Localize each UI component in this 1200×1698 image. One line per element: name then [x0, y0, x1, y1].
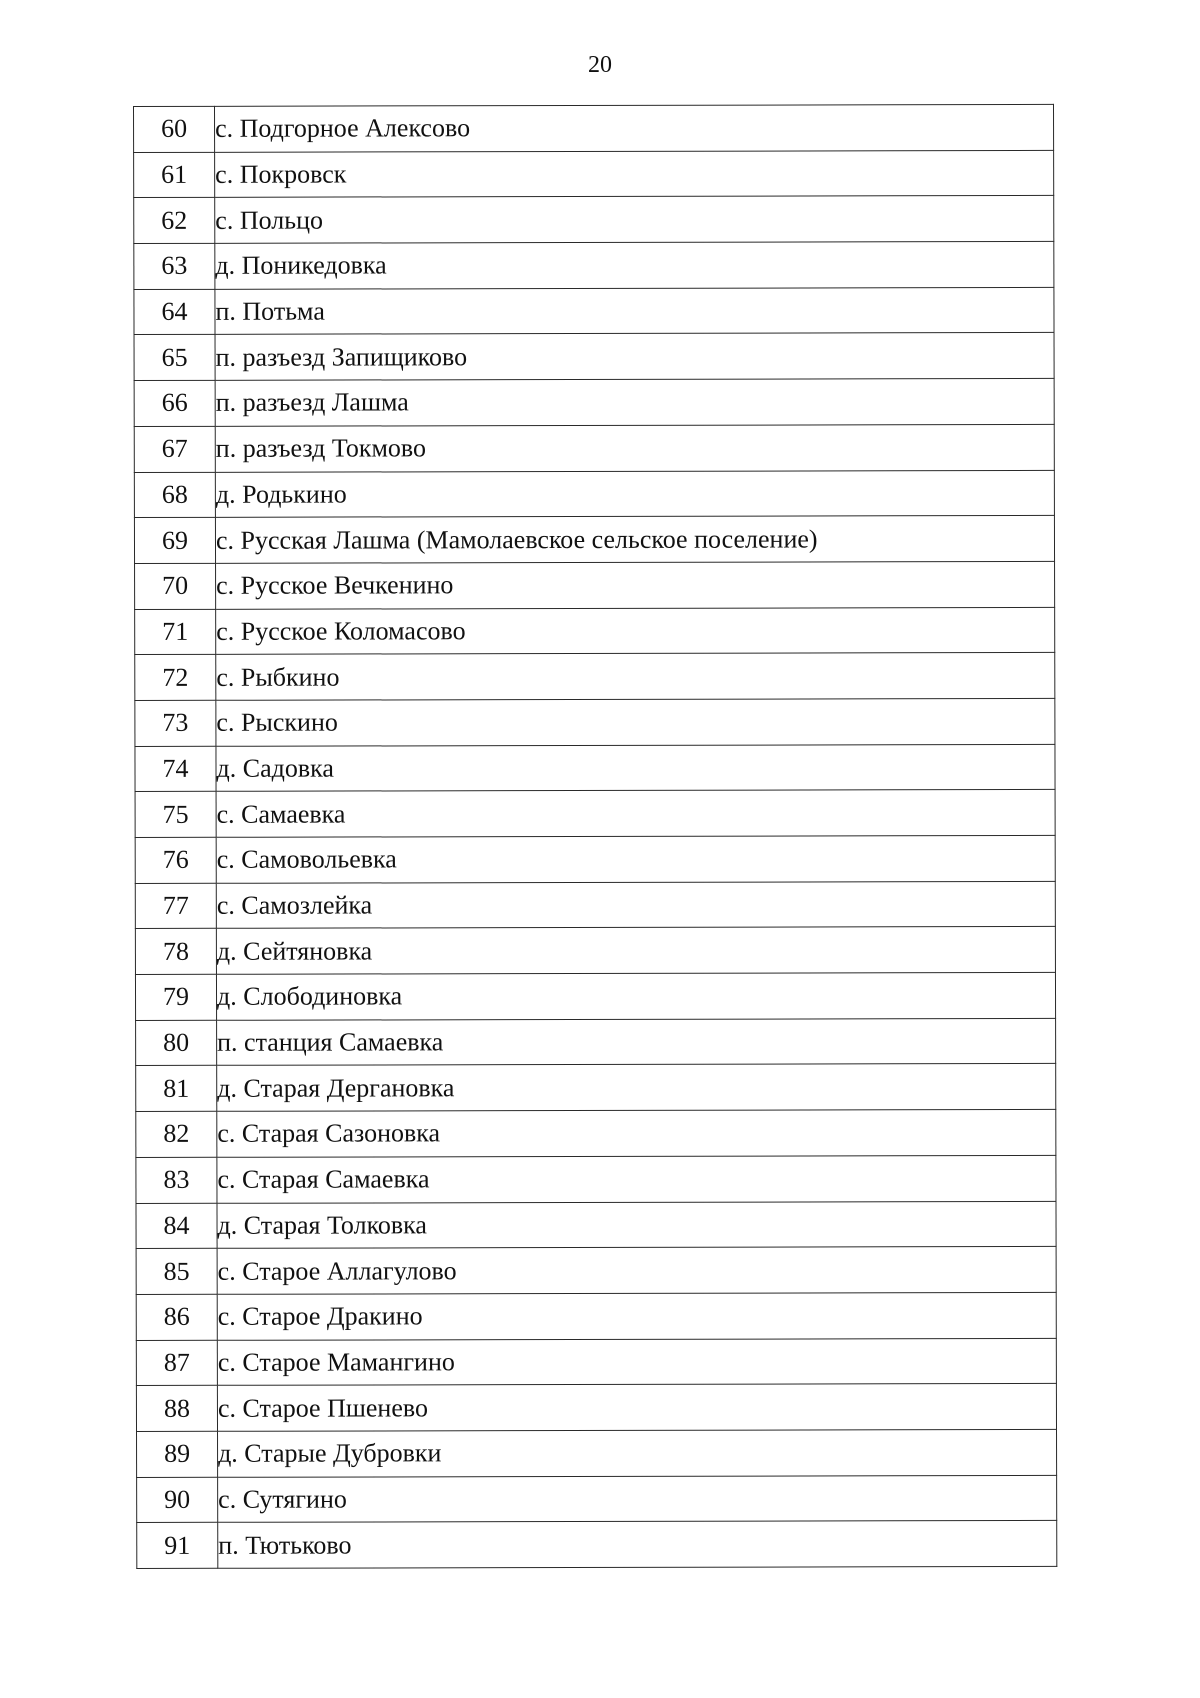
table-row — [135, 744, 1055, 792]
row-number: 63 — [134, 243, 215, 289]
settlement-name: д. Садовка — [216, 744, 1055, 792]
settlement-name: с. Старая Сазоновка — [217, 1110, 1056, 1158]
settlement-name: с. Рыскино — [216, 698, 1055, 746]
settlement-name: с. Старое Пшенево — [217, 1384, 1056, 1432]
row-number: 78 — [135, 929, 216, 975]
table-row — [135, 607, 1055, 655]
settlement-name: с. Самозлейка — [216, 881, 1055, 929]
page-number: 20 — [588, 52, 612, 78]
settlement-name: с. Подгорное Алексово — [215, 104, 1054, 152]
settlement-name: с. Рыбкино — [216, 653, 1055, 701]
table-row — [134, 424, 1054, 472]
row-number: 76 — [135, 837, 216, 883]
settlement-name: с. Русское Вечкенино — [216, 561, 1055, 609]
table-row — [134, 333, 1054, 381]
settlement-name: п. Тютьково — [218, 1521, 1057, 1569]
settlement-name: п. разъезд Запищиково — [215, 333, 1054, 381]
settlement-name: с. Покровск — [215, 150, 1054, 198]
table-row — [135, 972, 1055, 1020]
settlement-name: п. разъезд Токмово — [215, 424, 1054, 472]
row-number: 87 — [136, 1340, 217, 1386]
table-row — [134, 196, 1054, 244]
settlement-name: с. Самовольевка — [216, 835, 1055, 883]
settlement-name: с. Русская Лашма (Мамолаевское сельское поселение) — [215, 516, 1054, 564]
settlement-name: с. Русское Коломасово — [216, 607, 1055, 655]
settlements-table — [133, 104, 1057, 1569]
table-row — [135, 653, 1055, 701]
table-row — [134, 516, 1054, 564]
table-row — [134, 287, 1054, 335]
table-row — [134, 150, 1054, 198]
table-row — [134, 470, 1054, 518]
table-row — [135, 835, 1055, 883]
table-row — [134, 379, 1054, 427]
table-row — [135, 790, 1055, 838]
row-number: 64 — [134, 289, 215, 335]
table-row — [136, 1110, 1056, 1158]
row-number: 62 — [134, 198, 215, 244]
row-number: 77 — [135, 883, 216, 929]
row-number: 79 — [135, 974, 216, 1020]
row-number: 84 — [136, 1203, 217, 1249]
table-row — [136, 1018, 1056, 1066]
row-number: 75 — [135, 792, 216, 838]
row-number: 65 — [134, 335, 215, 381]
settlement-name: д. Родькино — [215, 470, 1054, 518]
table-row — [134, 104, 1054, 152]
row-number: 83 — [136, 1157, 217, 1203]
table-row — [135, 698, 1055, 746]
row-number: 71 — [135, 609, 216, 655]
table-row — [136, 1201, 1056, 1249]
row-number: 85 — [136, 1248, 217, 1294]
row-number: 66 — [134, 380, 215, 426]
table-row — [134, 241, 1054, 289]
settlement-name: п. Потьма — [215, 287, 1054, 335]
row-number: 91 — [137, 1523, 218, 1569]
row-number: 74 — [135, 746, 216, 792]
table-row — [136, 1064, 1056, 1112]
table-row — [135, 927, 1055, 975]
table-row — [136, 1292, 1056, 1340]
settlement-name: д. Сейтяновка — [216, 927, 1055, 975]
settlement-name: д. Поникедовка — [215, 241, 1054, 289]
settlement-name: с. Сутягино — [218, 1475, 1057, 1523]
row-number: 61 — [134, 152, 215, 198]
settlement-name: п. разъезд Лашма — [215, 379, 1054, 427]
table-row — [137, 1429, 1057, 1477]
settlement-name: д. Старая Дергановка — [217, 1064, 1056, 1112]
row-number: 89 — [137, 1431, 218, 1477]
table-row — [137, 1475, 1057, 1523]
settlement-name: с. Старое Дракино — [217, 1292, 1056, 1340]
table-row — [136, 1384, 1056, 1432]
row-number: 90 — [137, 1477, 218, 1523]
row-number: 73 — [135, 700, 216, 746]
settlement-name: с. Старое Аллагулово — [217, 1247, 1056, 1295]
row-number: 69 — [134, 518, 215, 564]
table-row — [136, 1247, 1056, 1295]
table-row — [135, 881, 1055, 929]
row-number: 88 — [136, 1386, 217, 1432]
table-row — [137, 1521, 1057, 1569]
settlement-name: д. Старые Дубровки — [218, 1429, 1057, 1477]
row-number: 70 — [135, 563, 216, 609]
settlements-table-body — [134, 104, 1057, 1568]
row-number: 80 — [136, 1020, 217, 1066]
table-row — [136, 1338, 1056, 1386]
settlement-name: д. Старая Толковка — [217, 1201, 1056, 1249]
settlement-name: с. Старая Самаевка — [217, 1155, 1056, 1203]
table-row — [135, 561, 1055, 609]
settlement-name: д. Слободиновка — [216, 972, 1055, 1020]
row-number: 81 — [136, 1066, 217, 1112]
row-number: 82 — [136, 1111, 217, 1157]
row-number: 67 — [134, 426, 215, 472]
settlement-name: с. Самаевка — [216, 790, 1055, 838]
table-row — [136, 1155, 1056, 1203]
row-number: 86 — [136, 1294, 217, 1340]
row-number: 72 — [135, 655, 216, 701]
settlement-name: с. Старое Мамангино — [217, 1338, 1056, 1386]
settlement-name: п. станция Самаевка — [217, 1018, 1056, 1066]
row-number: 60 — [134, 106, 215, 152]
settlement-name: с. Польцо — [215, 196, 1054, 244]
row-number: 68 — [134, 472, 215, 518]
settlements-table-container — [133, 104, 1057, 1569]
